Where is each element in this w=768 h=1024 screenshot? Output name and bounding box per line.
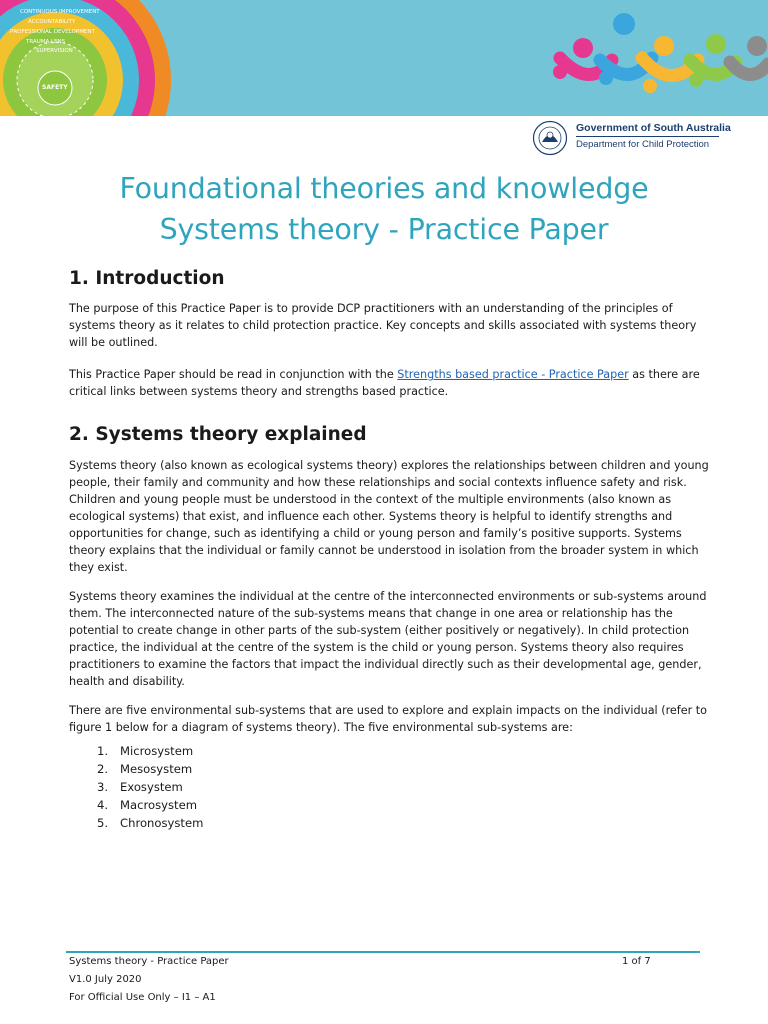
practice-rings-graphic [0, 0, 171, 116]
banner-graphic [0, 0, 768, 116]
ring-label-professional-development: PROFESSIONAL DEVELOPMENT [10, 29, 95, 35]
document-title-line-2: Systems theory - Practice Paper [159, 213, 609, 246]
footer-version: V1.0 July 2020 [69, 974, 142, 985]
ring-label-accountability: ACCOUNTABILITY [28, 19, 76, 25]
people-heads [553, 13, 767, 93]
list-item-number: 4. [97, 798, 109, 812]
introduction-paragraph-2-tail: as there are critical links between systems theory and strengths based practice. [69, 368, 700, 398]
list-item-number: 2. [97, 762, 109, 776]
list-item [69, 796, 203, 814]
list-item-number: 5. [97, 816, 109, 830]
ring-label-trauma-lens: TRAUMA LENS [26, 39, 66, 45]
list-item-text: Mesosystem [120, 762, 193, 776]
systems-paragraph-3: There are five environmental sub-systems that are used to explore and explain impacts on the individual (refer to figure 1 below for a diagram of systems theory). The five environmental sub-systems are: [69, 704, 708, 734]
systems-paragraph-2: Systems theory examines the individual at the centre of the interconnected environments or sub-systems around them. The interconnected nature of the sub-systems means that change in one area or relationship has the potential to create change in other parts of the sub-system (either positively or negatively). In child protection practice, the individual at the centre of the system is the child or young person. Systems theory also requires practitioners to examine the factors that impact the individual directly such as their developmental age, gender, health and disability. [69, 590, 707, 688]
list-item-number: 1. [97, 744, 109, 758]
footer-classification: For Official Use Only – I1 – A1 [69, 992, 216, 1003]
government-name: Government of South Australia [576, 122, 731, 134]
list-item [69, 760, 203, 778]
header-banner [0, 0, 768, 116]
list-item-text: Microsystem [120, 744, 194, 758]
list-item-text: Chronosystem [120, 816, 204, 830]
ring-label-continuous-improvement: CONTINUOUS IMPROVEMENT [20, 9, 100, 15]
logo-divider [576, 136, 719, 137]
state-crest-icon [532, 120, 568, 156]
introduction-paragraph-2-lead: This Practice Paper should be read in conjunction with the [69, 368, 398, 381]
list-item [69, 814, 203, 832]
sub-systems-list [69, 742, 203, 832]
introduction-heading: 1. Introduction [69, 268, 225, 289]
government-logo [532, 120, 731, 156]
list-item [69, 778, 203, 796]
page-number: 1 of 7 [622, 956, 651, 967]
strengths-based-practice-link[interactable]: Strengths based practice - Practice Paper [397, 368, 629, 381]
list-item-number: 3. [97, 780, 109, 794]
footer-divider [66, 951, 700, 953]
list-item-text: Macrosystem [120, 798, 198, 812]
ring-center-label: SAFETY [42, 84, 68, 91]
department-name: Department for Child Protection [576, 139, 710, 150]
people-graphic [560, 58, 768, 76]
ring-label-supervision: SUPERVISION [36, 48, 73, 54]
list-item [69, 742, 203, 760]
list-item-text: Exosystem [120, 780, 183, 794]
introduction-paragraph-2 [69, 366, 709, 400]
systems-paragraph-1: Systems theory (also known as ecological systems theory) explores the relationships between children and young people, their family and community and how these relationships and social contexts influence safety and risk. Children and young people must be understood in the context of the multiple environments (also known as ecological systems) that exist, and influence each other. Systems theory is helpful to identify strengths and opportunities for change, such as identifying a child or young person and family’s positive supports. Systems theory explains that the individual or family cannot be understood in isolation from the broader system in which they exist. [69, 459, 709, 574]
introduction-paragraph-1: The purpose of this Practice Paper is to provide DCP practitioners with an understanding of the principles of systems theory as it relates to child protection practice. Key concepts and skills associated with systems theory will be outlined. [69, 302, 697, 349]
document-title-line-1: Foundational theories and knowledge [119, 172, 649, 205]
systems-theory-heading: 2. Systems theory explained [69, 424, 367, 445]
footer-document-title: Systems theory - Practice Paper [69, 956, 229, 967]
